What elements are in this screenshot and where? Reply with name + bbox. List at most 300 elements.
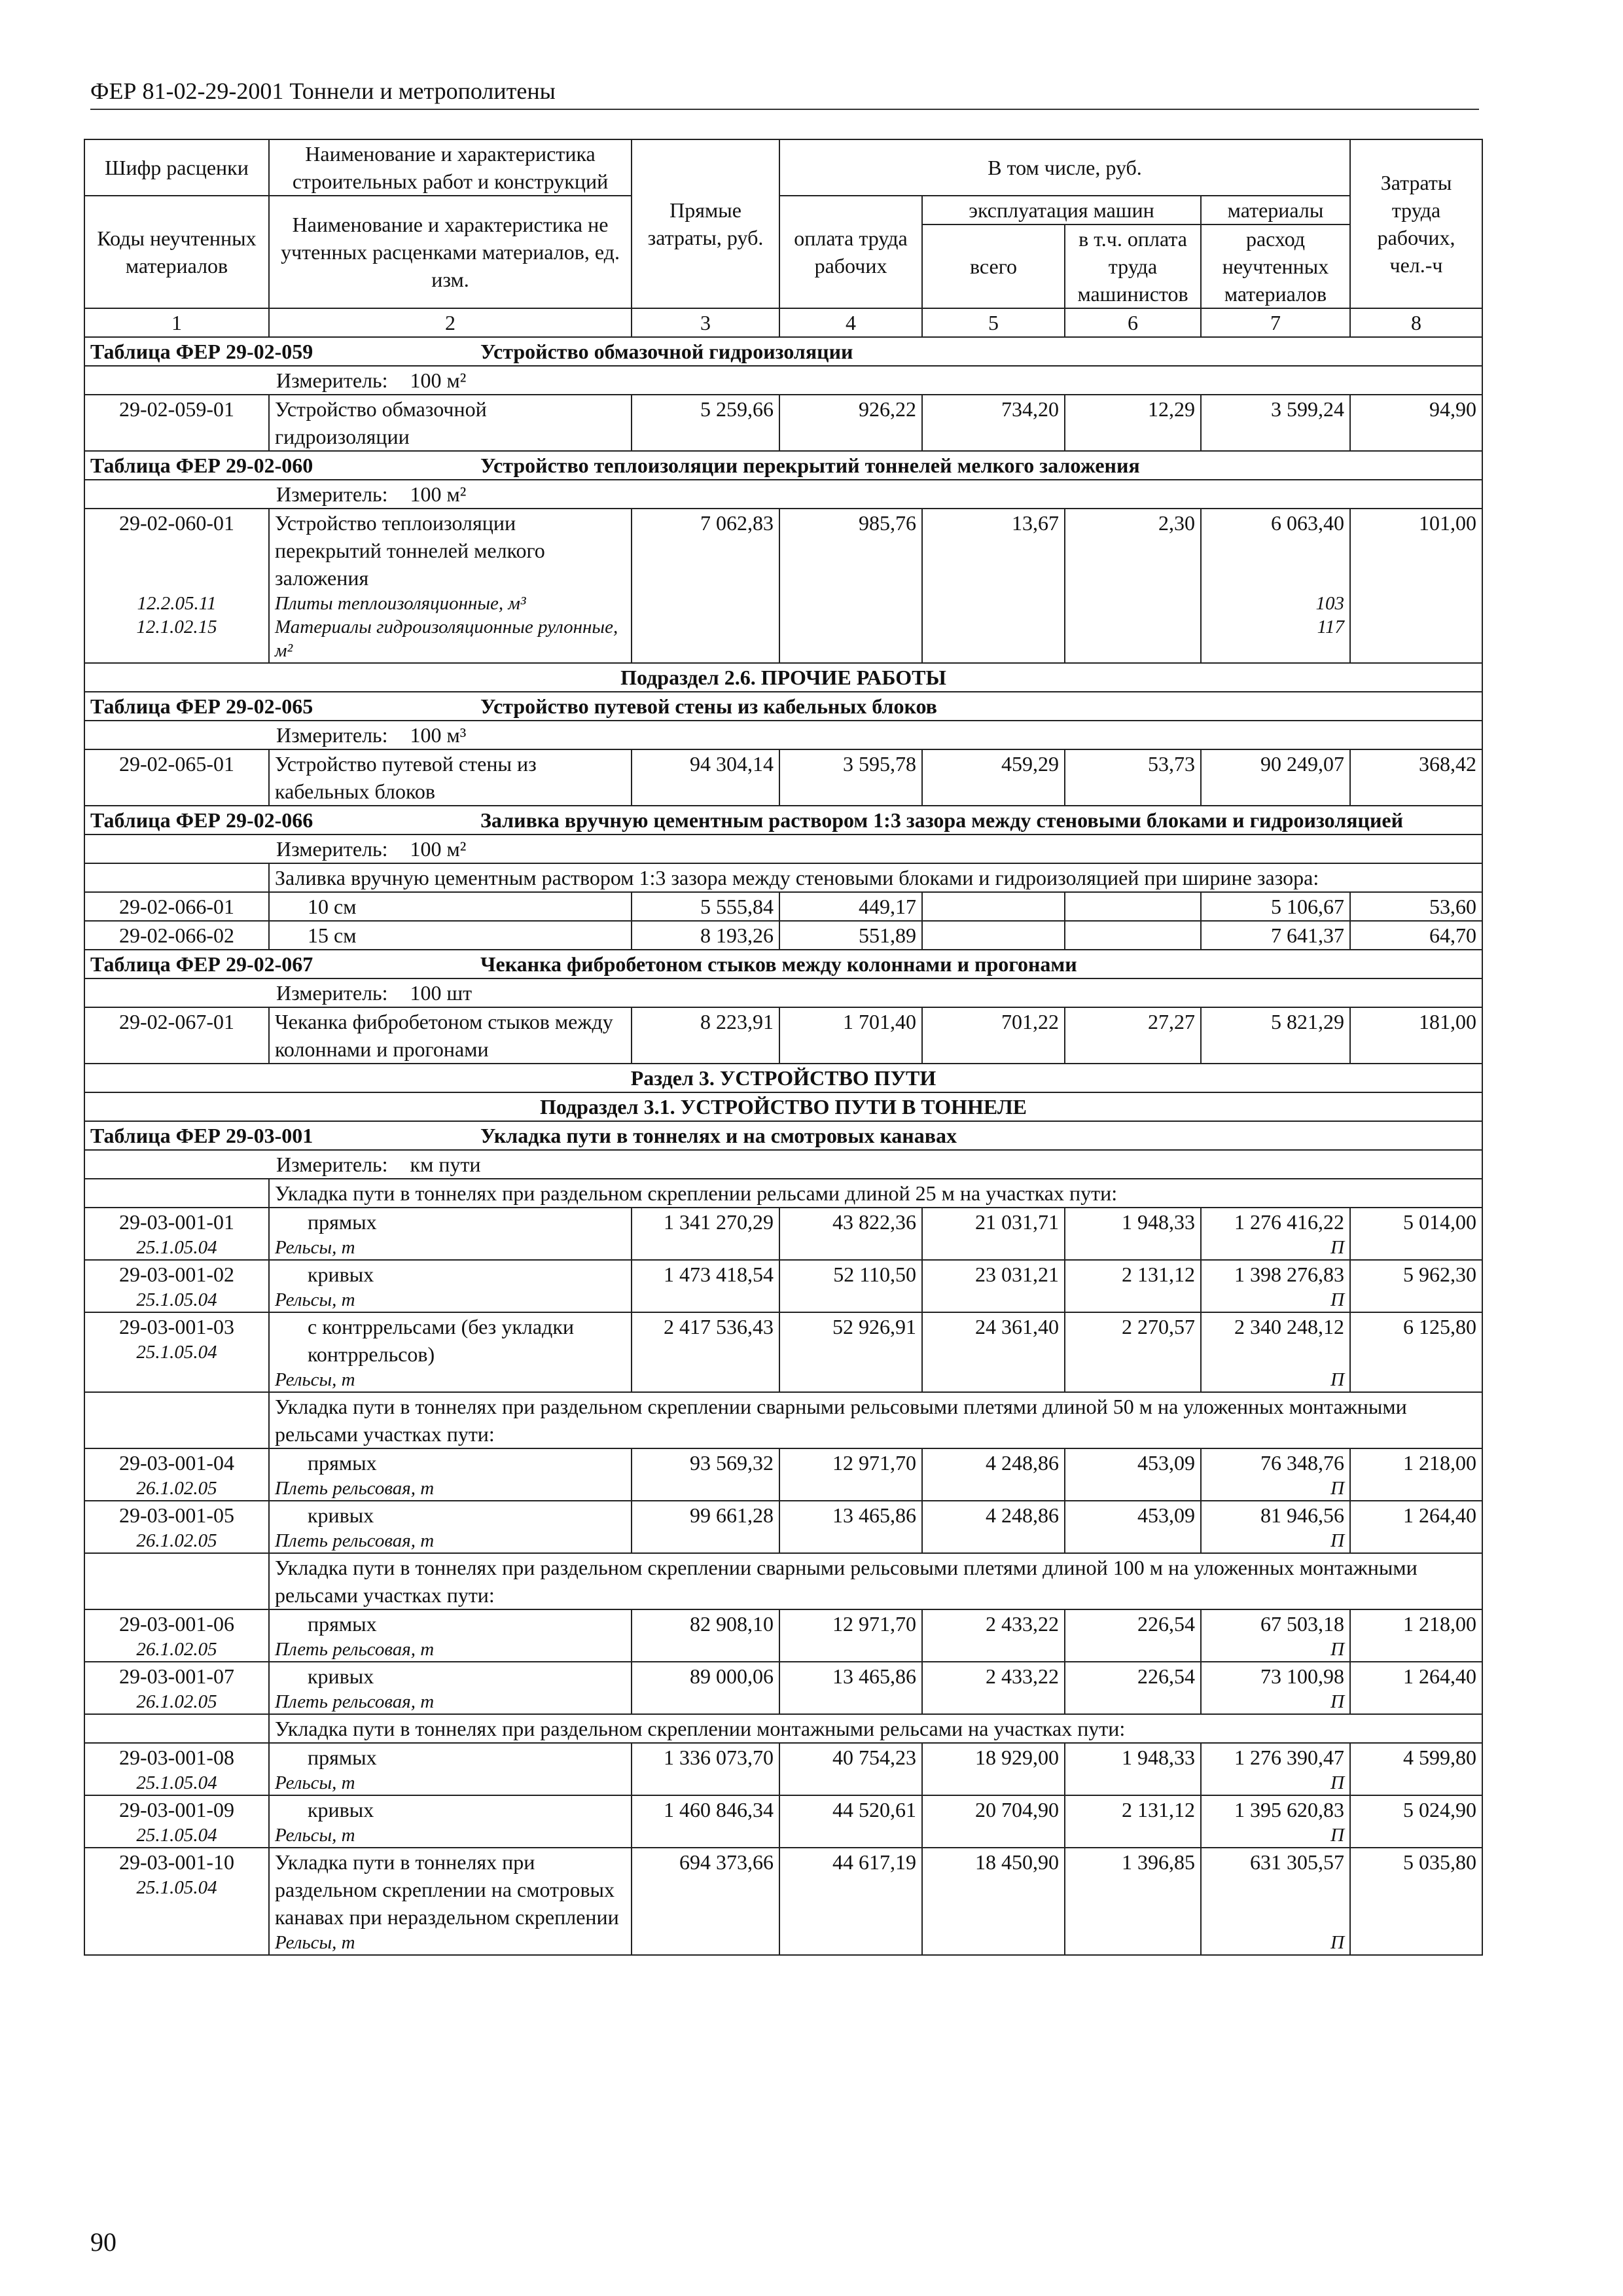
subsection-title: Подраздел 3.1. УСТРОЙСТВО ПУТИ В ТОННЕЛЕ [84, 1092, 1482, 1121]
rate-code: 29-03-001-07 [119, 1664, 234, 1688]
material-name: Рельсы, т [275, 1772, 355, 1793]
rate-name: прямых [308, 1210, 377, 1234]
material-name: Рельсы, т [275, 1825, 355, 1846]
table-title-row [84, 337, 1482, 366]
machinists-pay: 1 396,85 [1065, 1848, 1201, 1955]
rate-code-cell [84, 1260, 269, 1312]
material-qty: П [1330, 1369, 1345, 1390]
material-code: 12.1.02.15 [136, 617, 217, 637]
labor-hours: 181,00 [1350, 1007, 1482, 1064]
measure-label: Измеритель: [276, 368, 388, 392]
col-materials-use-header: расход неучтенных материалов [1201, 224, 1350, 308]
col-name-header: Наименование и характеристика строительных работ и конструкций [269, 139, 632, 196]
empty-cell [84, 1392, 269, 1448]
group-desc-row [84, 863, 1482, 892]
table-row [84, 1501, 1482, 1553]
materials-cell [1201, 1208, 1350, 1260]
rate-name: 10 см [269, 892, 632, 921]
labor-pay: 13 465,86 [779, 1501, 922, 1553]
labor-pay: 40 754,23 [779, 1743, 922, 1795]
table-title-row [84, 1121, 1482, 1150]
measure-unit: 100 м² [410, 837, 467, 861]
rate-name: кривых [308, 1664, 374, 1688]
material-qty: П [1330, 1478, 1345, 1499]
machines-total: 21 031,71 [922, 1208, 1065, 1260]
table-label: Таблица ФЕР 29-02-065 [90, 694, 313, 718]
group-description: Заливка вручную цементным раствором 1:3 зазора между стеновыми блоками и гидроизоляцией при ширине зазора: [269, 863, 1482, 892]
machinists-pay: 2,30 [1065, 509, 1201, 663]
column-numbers-row [84, 308, 1482, 337]
machinists-pay [1065, 892, 1201, 921]
column-number: 5 [922, 308, 1065, 337]
measure-label: Измеритель: [276, 723, 388, 747]
materials-cost: 90 249,07 [1201, 749, 1350, 806]
machines-total: 2 433,22 [922, 1662, 1065, 1714]
materials-cell [1201, 1795, 1350, 1848]
machinists-pay: 53,73 [1065, 749, 1201, 806]
table-name: Чеканка фибробетоном стыков между колоннами и прогонами [480, 952, 1077, 976]
machines-total: 23 031,21 [922, 1260, 1065, 1312]
direct-cost: 7 062,83 [632, 509, 779, 663]
column-number: 3 [632, 308, 779, 337]
table-label: Таблица ФЕР 29-03-001 [90, 1124, 313, 1147]
table-name: Устройство обмазочной гидроизоляции [480, 340, 853, 363]
material-qty: П [1330, 1932, 1345, 1953]
material-code: 25.1.05.04 [136, 1825, 217, 1846]
rate-name-cell [269, 1743, 632, 1795]
machinists-pay: 2 131,12 [1065, 1795, 1201, 1848]
table-label: Таблица ФЕР 29-02-067 [90, 952, 313, 976]
labor-pay: 3 595,78 [779, 749, 922, 806]
labor-pay: 52 926,91 [779, 1312, 922, 1392]
labor-hours: 5 014,00 [1350, 1208, 1482, 1260]
machines-total: 13,67 [922, 509, 1065, 663]
material-qty: 103 [1315, 593, 1345, 614]
rate-code-cell [84, 1848, 269, 1955]
labor-hours: 1 218,00 [1350, 1609, 1482, 1662]
table-title-row [84, 451, 1482, 480]
rate-name: кривых [308, 1263, 374, 1286]
group-desc-row [84, 1392, 1482, 1448]
rate-code-cell [84, 1501, 269, 1553]
column-number: 6 [1065, 308, 1201, 337]
table-label: Таблица ФЕР 29-02-060 [90, 454, 313, 477]
table-row [84, 1743, 1482, 1795]
table-row [84, 1609, 1482, 1662]
direct-cost: 1 336 073,70 [632, 1743, 779, 1795]
labor-pay: 44 617,19 [779, 1848, 922, 1955]
machinists-pay: 12,29 [1065, 395, 1201, 451]
material-code: 25.1.05.04 [136, 1289, 217, 1310]
measure-row [84, 834, 1482, 863]
labor-pay: 43 822,36 [779, 1208, 922, 1260]
column-number: 2 [269, 308, 632, 337]
machines-total: 24 361,40 [922, 1312, 1065, 1392]
rate-code: 29-02-066-02 [84, 921, 269, 950]
direct-cost: 93 569,32 [632, 1448, 779, 1501]
labor-pay: 52 110,50 [779, 1260, 922, 1312]
materials-cell [1201, 1743, 1350, 1795]
table-name: Укладка пути в тоннелях и на смотровых канавах [480, 1124, 957, 1147]
labor-pay: 551,89 [779, 921, 922, 950]
labor-hours: 64,70 [1350, 921, 1482, 950]
rate-name-cell [269, 1208, 632, 1260]
direct-cost: 82 908,10 [632, 1609, 779, 1662]
col-labor-cost-header: Затраты труда рабочих, чел.-ч [1350, 139, 1482, 308]
material-qty: П [1330, 1691, 1345, 1712]
rate-name-cell [269, 1260, 632, 1312]
materials-cost: 76 348,76 [1260, 1451, 1345, 1475]
material-name: Материалы гидроизоляционные рулонные, м² [275, 617, 618, 661]
material-qty: П [1330, 1825, 1345, 1846]
measure-unit: 100 м³ [410, 723, 467, 747]
col-machines-total-header: всего [922, 224, 1065, 308]
track-laying-rows [84, 1179, 1482, 1955]
rate-code-text: 29-02-060-01 [119, 511, 234, 535]
machines-total: 18 450,90 [922, 1848, 1065, 1955]
materials-cell [1201, 509, 1350, 663]
rate-code [84, 509, 269, 663]
rate-code: 29-03-001-04 [119, 1451, 234, 1475]
measure-label: Измеритель: [276, 1153, 388, 1176]
table-row [84, 1795, 1482, 1848]
rate-code: 29-03-001-06 [119, 1612, 234, 1636]
col-code-header: Шифр расценки [84, 139, 269, 196]
material-qty: П [1330, 1639, 1345, 1660]
machines-total: 4 248,86 [922, 1448, 1065, 1501]
header-row-1 [84, 139, 1482, 196]
rate-code: 29-02-065-01 [84, 749, 269, 806]
labor-pay: 449,17 [779, 892, 922, 921]
measure-label: Измеритель: [276, 837, 388, 861]
rate-name-cell [269, 1662, 632, 1714]
document-header: ФЕР 81-02-29-2001 Тоннели и метрополитены [90, 78, 556, 104]
table-row [84, 921, 1482, 950]
materials-cell [1201, 1448, 1350, 1501]
machines-total: 734,20 [922, 395, 1065, 451]
materials-cost: 67 503,18 [1260, 1612, 1345, 1636]
col-unaccounted-codes-header: Коды неучтенных материалов [84, 196, 269, 308]
machinists-pay: 2 270,57 [1065, 1312, 1201, 1392]
table-label: Таблица ФЕР 29-02-066 [90, 808, 313, 832]
subsection-title: Подраздел 2.6. ПРОЧИЕ РАБОТЫ [84, 663, 1482, 692]
materials-cost: 73 100,98 [1260, 1664, 1345, 1688]
materials-cell [1201, 1260, 1350, 1312]
measure-unit: км пути [410, 1153, 481, 1176]
table-title-row [84, 692, 1482, 721]
materials-cell [1201, 1609, 1350, 1662]
labor-hours: 101,00 [1350, 509, 1482, 663]
material-code: 26.1.02.05 [136, 1530, 217, 1551]
measure-label: Измеритель: [276, 482, 388, 506]
labor-pay: 1 701,40 [779, 1007, 922, 1064]
machinists-pay: 226,54 [1065, 1662, 1201, 1714]
labor-hours: 5 024,90 [1350, 1795, 1482, 1848]
table-row [84, 1208, 1482, 1260]
group-description: Укладка пути в тоннелях при раздельном скреплении рельсами длиной 25 м на участках пути: [269, 1179, 1482, 1208]
machinists-pay: 1 948,33 [1065, 1208, 1201, 1260]
material-code: 25.1.05.04 [136, 1237, 217, 1258]
rate-name: прямых [308, 1612, 377, 1636]
table-title-row [84, 950, 1482, 978]
materials-cost: 6 063,40 [1271, 511, 1345, 535]
machinists-pay [1065, 921, 1201, 950]
materials-cost: 5 821,29 [1201, 1007, 1350, 1064]
labor-pay: 12 971,70 [779, 1448, 922, 1501]
material-qty: П [1330, 1237, 1345, 1258]
measure-row [84, 480, 1482, 509]
rate-code: 29-03-001-08 [119, 1746, 234, 1769]
column-number: 7 [1201, 308, 1350, 337]
empty-cell [84, 1553, 269, 1609]
labor-hours: 4 599,80 [1350, 1743, 1482, 1795]
rate-code-cell [84, 1312, 269, 1392]
table-name: Заливка вручную цементным раствором 1:3 зазора между стеновыми блоками и гидроизоляцией [480, 808, 1404, 832]
col-direct-header: Прямые затраты, руб. [632, 139, 779, 308]
table-row [84, 749, 1482, 806]
materials-cost: 5 106,67 [1201, 892, 1350, 921]
table-row [84, 892, 1482, 921]
spacer [90, 537, 263, 592]
material-qty: П [1330, 1772, 1345, 1793]
materials-cell [1201, 1501, 1350, 1553]
group-description: Укладка пути в тоннелях при раздельном скреплении сварными рельсовыми плетями длиной 50 м на уложенных монтажными рельсами участках пути: [269, 1392, 1482, 1448]
measure-row [84, 978, 1482, 1007]
col-machinists-pay-header: в т.ч. оплата труда машинистов [1065, 224, 1201, 308]
col-materials-header: материалы [1201, 196, 1350, 224]
materials-cell [1201, 1848, 1350, 1955]
rate-name: Чеканка фибробетоном стыков между колоннами и прогонами [269, 1007, 632, 1064]
material-name: Плеть рельсовая, т [275, 1478, 435, 1499]
column-number: 8 [1350, 308, 1482, 337]
group-desc-row [84, 1714, 1482, 1743]
direct-cost: 694 373,66 [632, 1848, 779, 1955]
labor-pay: 13 465,86 [779, 1662, 922, 1714]
machinists-pay: 2 131,12 [1065, 1260, 1201, 1312]
material-qty: 117 [1317, 617, 1345, 637]
machines-total: 18 929,00 [922, 1743, 1065, 1795]
rate-name-cell [269, 509, 632, 663]
table-row [84, 1260, 1482, 1312]
rate-code-cell [84, 1743, 269, 1795]
materials-cost: 81 946,56 [1260, 1503, 1345, 1527]
material-qty: П [1330, 1289, 1345, 1310]
column-number: 4 [779, 308, 922, 337]
rate-name: Устройство путевой стены из кабельных блоков [269, 749, 632, 806]
section-title: Раздел 3. УСТРОЙСТВО ПУТИ [84, 1064, 1482, 1092]
rate-code: 29-03-001-01 [119, 1210, 234, 1234]
machinists-pay: 1 948,33 [1065, 1743, 1201, 1795]
materials-cost: 3 599,24 [1201, 395, 1350, 451]
labor-pay: 12 971,70 [779, 1609, 922, 1662]
rates-table [84, 139, 1483, 1956]
measure-unit: 100 м² [410, 368, 467, 392]
rate-name-cell [269, 1312, 632, 1392]
rate-code: 29-03-001-05 [119, 1503, 234, 1527]
table-name: Устройство теплоизоляции перекрытий тоннелей мелкого заложения [480, 454, 1140, 477]
machines-total: 4 248,86 [922, 1501, 1065, 1553]
rate-code-cell [84, 1208, 269, 1260]
table-row [84, 1662, 1482, 1714]
material-name: Рельсы, т [275, 1369, 355, 1390]
rate-code: 29-03-001-03 [119, 1315, 234, 1338]
materials-cost: 1 398 276,83 [1234, 1263, 1345, 1286]
labor-hours: 5 035,80 [1350, 1848, 1482, 1955]
rate-name: прямых [308, 1451, 377, 1475]
material-name: Плеть рельсовая, т [275, 1639, 435, 1660]
machinists-pay: 453,09 [1065, 1448, 1201, 1501]
page-number: 90 [90, 2227, 116, 2257]
measure-label: Измеритель: [276, 981, 388, 1005]
measure-unit: 100 шт [410, 981, 473, 1005]
rate-name-cell [269, 1795, 632, 1848]
labor-hours: 1 264,40 [1350, 1662, 1482, 1714]
machinists-pay: 453,09 [1065, 1501, 1201, 1553]
empty-cell [84, 863, 269, 892]
material-name: Рельсы, т [275, 1289, 355, 1310]
col-name-unaccounted-header: Наименование и характеристика не учтенных расценками материалов, ед. изм. [269, 196, 632, 308]
labor-hours: 53,60 [1350, 892, 1482, 921]
table-row [84, 1848, 1482, 1955]
table-row [84, 1312, 1482, 1392]
direct-cost: 8 193,26 [632, 921, 779, 950]
rate-code-cell [84, 1609, 269, 1662]
materials-cost: 1 276 390,47 [1234, 1746, 1345, 1769]
rate-code-cell [84, 1448, 269, 1501]
machines-total: 459,29 [922, 749, 1065, 806]
material-name: Рельсы, т [275, 1237, 355, 1258]
material-code: 26.1.02.05 [136, 1478, 217, 1499]
rate-code-cell [84, 1795, 269, 1848]
empty-cell [84, 1179, 269, 1208]
machines-total [922, 892, 1065, 921]
direct-cost: 8 223,91 [632, 1007, 779, 1064]
materials-cost: 1 395 620,83 [1234, 1798, 1345, 1821]
labor-pay: 926,22 [779, 395, 922, 451]
table-title-row [84, 806, 1482, 834]
material-name: Плиты теплоизоляционные, м³ [275, 593, 526, 614]
labor-hours: 1 218,00 [1350, 1448, 1482, 1501]
measure-row [84, 1150, 1482, 1179]
direct-cost: 94 304,14 [632, 749, 779, 806]
group-desc-row [84, 1179, 1482, 1208]
subsection-row [84, 1092, 1482, 1121]
group-description: Укладка пути в тоннелях при раздельном скреплении монтажными рельсами на участках пути: [269, 1714, 1482, 1743]
direct-cost: 89 000,06 [632, 1662, 779, 1714]
group-desc-row [84, 1553, 1482, 1609]
rate-name-cell [269, 1848, 632, 1955]
machines-total [922, 921, 1065, 950]
rate-code: 29-02-066-01 [84, 892, 269, 921]
rate-name: 15 см [269, 921, 632, 950]
rate-code: 29-03-001-09 [119, 1798, 234, 1821]
measure-row [84, 366, 1482, 395]
subsection-row [84, 663, 1482, 692]
labor-hours: 5 962,30 [1350, 1260, 1482, 1312]
column-number: 1 [84, 308, 269, 337]
direct-cost: 5 555,84 [632, 892, 779, 921]
rate-name-cell [269, 1448, 632, 1501]
machines-total: 20 704,90 [922, 1795, 1065, 1848]
materials-cell [1201, 1312, 1350, 1392]
material-code: 25.1.05.04 [136, 1772, 217, 1793]
machinists-pay: 27,27 [1065, 1007, 1201, 1064]
materials-cost: 1 276 416,22 [1234, 1210, 1345, 1234]
rate-name-cell [269, 1501, 632, 1553]
labor-hours: 1 264,40 [1350, 1501, 1482, 1553]
material-code: 26.1.02.05 [136, 1691, 217, 1712]
spacer [1207, 537, 1344, 592]
direct-cost: 1 473 418,54 [632, 1260, 779, 1312]
empty-cell [84, 1714, 269, 1743]
machines-total: 701,22 [922, 1007, 1065, 1064]
rate-code: 29-02-059-01 [84, 395, 269, 451]
table-row [84, 1448, 1482, 1501]
direct-cost: 2 417 536,43 [632, 1312, 779, 1392]
materials-cost: 631 305,57 [1250, 1850, 1345, 1874]
rate-name: кривых [308, 1798, 374, 1821]
labor-hours: 6 125,80 [1350, 1312, 1482, 1392]
group-description: Укладка пути в тоннелях при раздельном скреплении сварными рельсовыми плетями длиной 100 м на уложенных монтажными рельсами участках пути: [269, 1553, 1482, 1609]
rate-code: 29-03-001-02 [119, 1263, 234, 1286]
machines-total: 2 433,22 [922, 1609, 1065, 1662]
section-row [84, 1064, 1482, 1092]
rate-name: Укладка пути в тоннелях при раздельном скреплении на смотровых канавах при нераздельном скреплении [275, 1850, 619, 1929]
direct-cost: 1 341 270,29 [632, 1208, 779, 1260]
material-name: Плеть рельсовая, т [275, 1530, 435, 1551]
rate-code-cell [84, 1662, 269, 1714]
direct-cost: 5 259,66 [632, 395, 779, 451]
material-code: 26.1.02.05 [136, 1639, 217, 1660]
table-row [84, 395, 1482, 451]
measure-unit: 100 м² [410, 482, 467, 506]
rate-name: с контррельсами (без укладки контррельсов) [308, 1315, 574, 1366]
rate-name: кривых [308, 1503, 374, 1527]
rate-name: Устройство теплоизоляции перекрытий тоннелей мелкого заложения [275, 511, 545, 590]
rate-code: 29-03-001-10 [119, 1850, 234, 1874]
col-labor-pay-header: оплата труда рабочих [779, 196, 922, 308]
rate-name: прямых [308, 1746, 377, 1769]
material-code: 25.1.05.04 [136, 1342, 217, 1363]
material-name: Плеть рельсовая, т [275, 1691, 435, 1712]
col-machines-header: эксплуатация машин [922, 196, 1201, 224]
table-label: Таблица ФЕР 29-02-059 [90, 340, 313, 363]
labor-pay: 985,76 [779, 509, 922, 663]
col-incl-header: В том числе, руб. [779, 139, 1350, 196]
direct-cost: 1 460 846,34 [632, 1795, 779, 1848]
material-code: 25.1.05.04 [136, 1877, 217, 1898]
table-row [84, 1007, 1482, 1064]
materials-cost: 7 641,37 [1201, 921, 1350, 950]
machinists-pay: 226,54 [1065, 1609, 1201, 1662]
table-name: Устройство путевой стены из кабельных блоков [480, 694, 937, 718]
rate-code: 29-02-067-01 [84, 1007, 269, 1064]
header-row-2 [84, 196, 1482, 224]
labor-pay: 44 520,61 [779, 1795, 922, 1848]
materials-cost: 2 340 248,12 [1234, 1315, 1345, 1338]
labor-hours: 368,42 [1350, 749, 1482, 806]
materials-cell [1201, 1662, 1350, 1714]
rate-name: Устройство обмазочной гидроизоляции [269, 395, 632, 451]
material-name: Рельсы, т [275, 1932, 355, 1953]
material-qty: П [1330, 1530, 1345, 1551]
labor-hours: 94,90 [1350, 395, 1482, 451]
material-code: 12.2.05.11 [137, 593, 217, 614]
rate-name-cell [269, 1609, 632, 1662]
table-row [84, 509, 1482, 663]
direct-cost: 99 661,28 [632, 1501, 779, 1553]
header-rule [90, 109, 1479, 110]
